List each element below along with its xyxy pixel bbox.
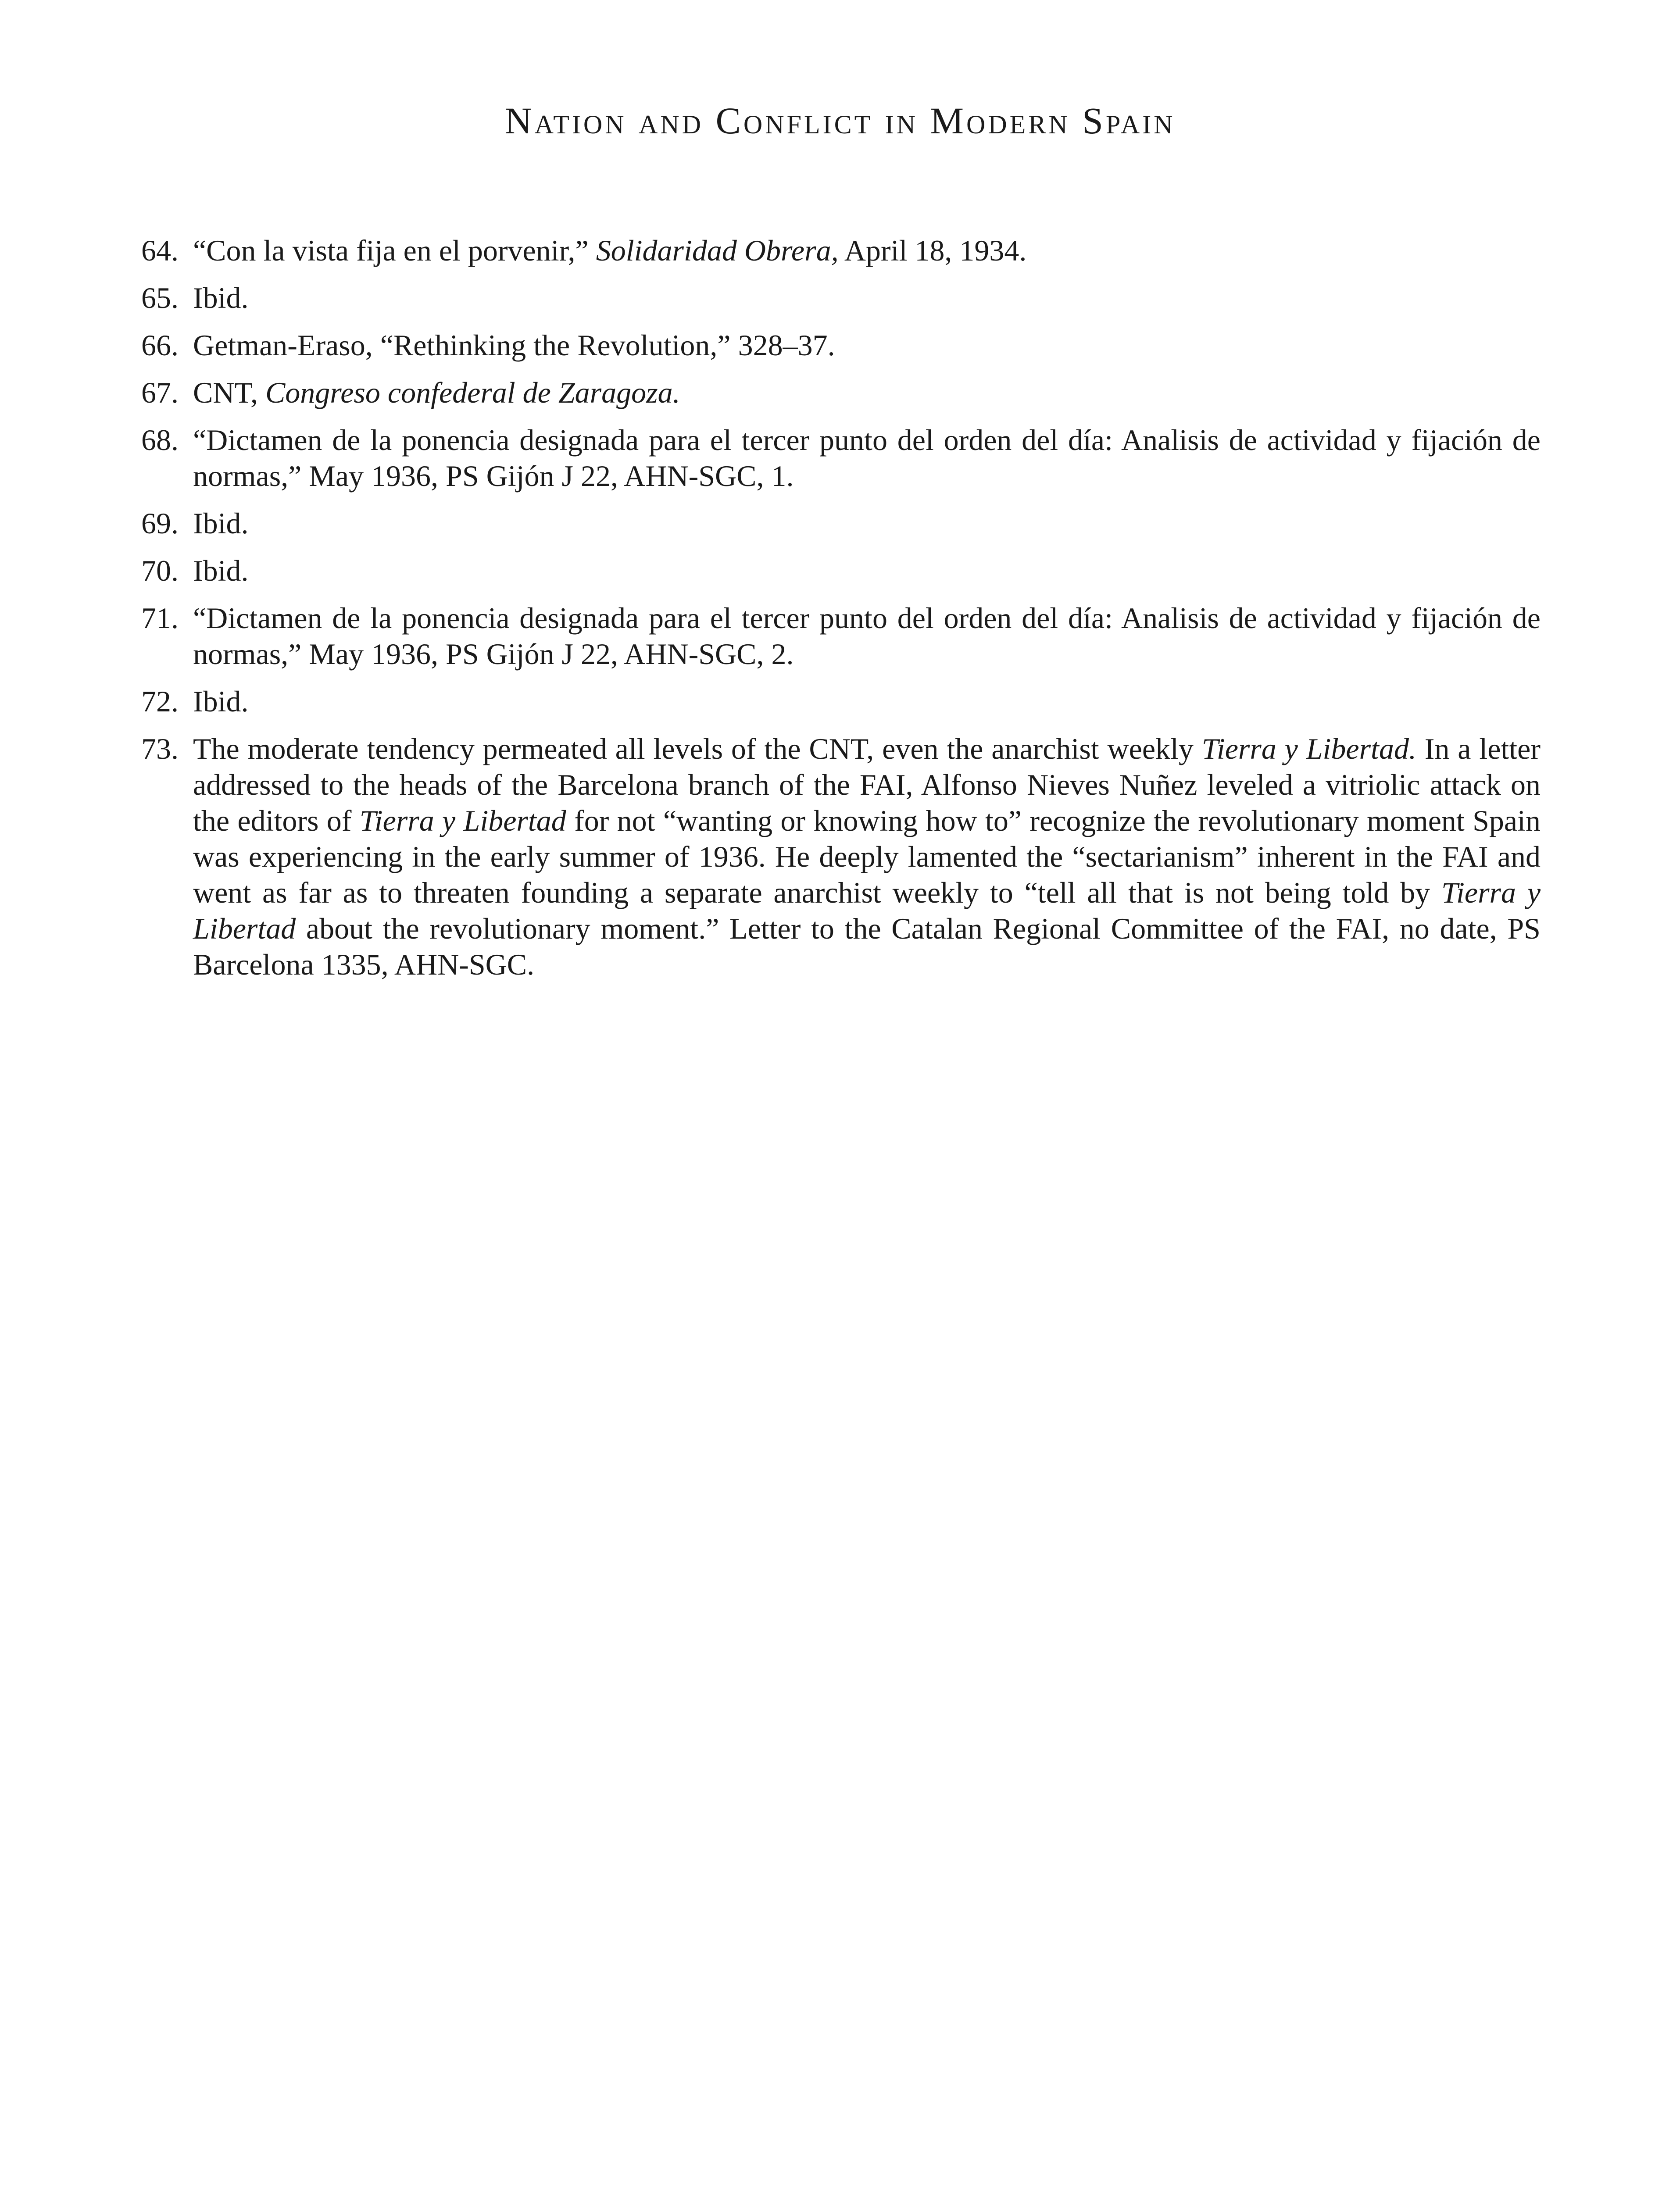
endnote-number: 64. (141, 234, 179, 267)
italic-title: Tierra y Libertad (193, 876, 1541, 945)
text-run: Ibid. (193, 554, 249, 587)
text-run: Ibid. (193, 281, 249, 314)
endnote-number: 65. (141, 281, 179, 314)
italic-title: Tierra y Libertad (359, 804, 566, 837)
endnote (141, 375, 1541, 411)
endnote (141, 731, 1541, 982)
running-head: Nation and Conflict in Modern Spain (504, 100, 1176, 142)
endnote-text (193, 281, 249, 314)
text-run: Ibid. (193, 507, 249, 540)
endnote-number: 66. (141, 329, 179, 362)
endnote-number: 71. (141, 601, 179, 635)
endnote-text (193, 732, 1541, 981)
endnote (141, 280, 1541, 316)
endnote-number: 68. (141, 423, 179, 457)
endnote (141, 600, 1541, 672)
endnote-text (193, 423, 1541, 493)
endnote-number: 67. (141, 376, 179, 409)
italic-title: Tierra y Libertad. (1201, 732, 1416, 765)
endnote-text (193, 554, 249, 587)
endnote-text (193, 234, 1026, 267)
endnote-text (193, 601, 1541, 671)
italic-title: Congreso confederal de Zaragoza. (265, 376, 680, 409)
endnotes-list (141, 232, 1541, 994)
endnote-text (193, 329, 835, 362)
text-run: for not “wanting or knowing how to” recognize the revolutionary moment Spain was experiencing in the early summer of 1936. He deeply lamented the “sectarianism” inherent in the FAI and went as far as to threaten founding a separate anarchist weekly to “tell all that is not being told by (193, 804, 1541, 909)
endnote (141, 505, 1541, 541)
endnote-text (193, 507, 249, 540)
endnote-number: 69. (141, 507, 179, 540)
text-run: Getman-Eraso, “Rethinking the Revolution,” 328–37. (193, 329, 835, 362)
endnote-text (193, 685, 249, 718)
endnote (141, 683, 1541, 719)
endnote (141, 327, 1541, 363)
text-run: In a letter addressed to the heads of the Barcelona branch of the FAI, Alfonso Nieves Nuñez leveled a vitriolic attack on the editors of (193, 732, 1541, 837)
text-run: about the revolutionary moment.” Letter to the Catalan Regional Committee of the FAI, no date, PS Barcelona 1335, AHN-SGC. (193, 912, 1541, 981)
endnote (141, 422, 1541, 494)
endnote-number: 73. (141, 732, 179, 765)
italic-title: Solidaridad Obrera, (596, 234, 839, 267)
text-run: Ibid. (193, 685, 249, 718)
text-run: CNT, (193, 376, 265, 409)
text-run: “Dictamen de la ponencia designada para el tercer punto del orden del día: Analisis de actividad y fijación de normas,” May 1936, PS Gijón J 22, AHN-SGC, 2. (193, 601, 1541, 671)
endnote-number: 70. (141, 554, 179, 587)
endnote (141, 232, 1541, 268)
endnote-text (193, 376, 680, 409)
text-run: April 18, 1934. (838, 234, 1027, 267)
text-run: “Con la vista fija en el porvenir,” (193, 234, 596, 267)
text-run: The moderate tendency permeated all levels of the CNT, even the anarchist weekly (193, 732, 1202, 765)
endnote-number: 72. (141, 685, 179, 718)
text-run: “Dictamen de la ponencia designada para el tercer punto del orden del día: Analisis de actividad y fijación de normas,” May 1936, PS Gijón J 22, AHN-SGC, 1. (193, 423, 1541, 493)
endnote (141, 553, 1541, 589)
